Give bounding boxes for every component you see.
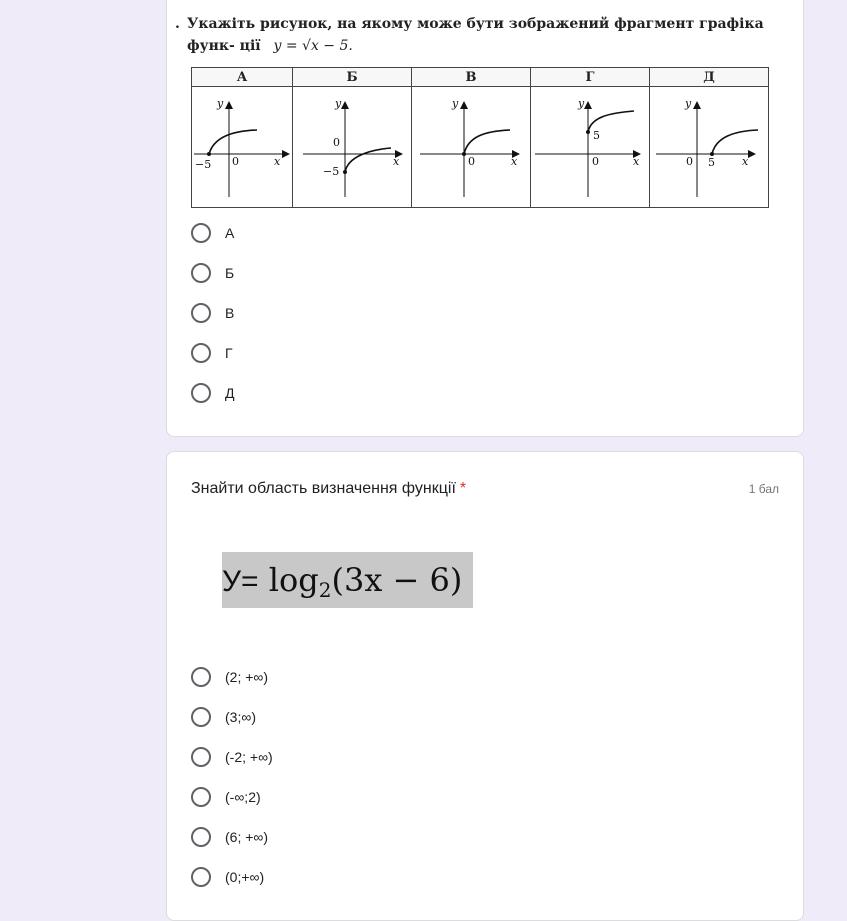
graph-b: [293, 87, 411, 207]
svg-text:y: y: [335, 97, 342, 110]
graph-v: [412, 87, 530, 207]
svg-text:−5: −5: [195, 158, 212, 171]
svg-text:x: x: [742, 155, 749, 168]
graph-g: [531, 87, 649, 207]
svg-text:y: y: [452, 97, 459, 110]
option-label: (-2; +∞): [225, 749, 273, 765]
option-label: (3;∞): [225, 709, 256, 725]
svg-text:5: 5: [708, 156, 715, 169]
radio-button[interactable]: [191, 707, 211, 727]
required-asterisk: *: [459, 480, 467, 497]
option-d[interactable]: [191, 373, 234, 413]
option-6[interactable]: [191, 857, 273, 897]
option-3[interactable]: [191, 737, 273, 777]
table-header-g: Г: [531, 68, 650, 87]
question-card-domain: [166, 451, 804, 921]
svg-text:x: x: [393, 155, 400, 168]
graph-a-cell: [192, 87, 293, 208]
svg-text:y: y: [685, 97, 692, 110]
graph-a: [192, 87, 292, 207]
option-label: Б: [225, 265, 235, 281]
table-header-b: Б: [293, 68, 412, 87]
radio-button[interactable]: [191, 223, 211, 243]
svg-text:x: x: [633, 155, 640, 168]
table-header-a: А: [192, 68, 293, 87]
svg-text:0: 0: [686, 155, 693, 168]
svg-text:−5: −5: [323, 165, 340, 178]
svg-text:y: y: [217, 97, 224, 110]
table-header-v: В: [412, 68, 531, 87]
option-g[interactable]: [191, 333, 234, 373]
option-label: (2; +∞): [225, 669, 269, 685]
svg-text:x: x: [274, 155, 281, 168]
option-label: Г: [225, 345, 233, 361]
svg-text:0: 0: [592, 155, 599, 168]
option-a[interactable]: [191, 213, 234, 253]
option-2[interactable]: [191, 697, 273, 737]
graph-b-cell: [293, 87, 412, 208]
svg-text:0: 0: [333, 136, 340, 149]
radio-button[interactable]: [191, 383, 211, 403]
radio-button[interactable]: [191, 303, 211, 323]
graph-options-table: [191, 67, 769, 208]
radio-button[interactable]: [191, 747, 211, 767]
option-label: Д: [225, 385, 235, 401]
option-label: (-∞;2): [225, 789, 261, 805]
option-label: В: [225, 305, 235, 321]
option-5[interactable]: [191, 817, 273, 857]
option-b[interactable]: [191, 253, 234, 293]
points-label: 1 бал: [748, 482, 779, 496]
radio-button[interactable]: [191, 343, 211, 363]
question-text-graph: . Укажіть рисунок, на якому може бути зображений фрагмент графіка функ- ції y = √x − 5.: [175, 16, 764, 54]
svg-text:y: y: [578, 97, 585, 110]
option-label: (0;+∞): [225, 869, 265, 885]
radio-button[interactable]: [191, 827, 211, 847]
question-formula: y = √x − 5.: [273, 38, 353, 54]
radio-button[interactable]: [191, 667, 211, 687]
svg-text:5: 5: [593, 129, 600, 142]
radio-group-q1: [191, 213, 234, 413]
question-text: Укажіть рисунок, на якому може бути зображений фрагмент графіка функ- ції: [187, 16, 764, 54]
graph-g-cell: [531, 87, 650, 208]
radio-button[interactable]: [191, 263, 211, 283]
svg-text:0: 0: [232, 155, 239, 168]
radio-group-q2: [191, 657, 273, 897]
radio-button[interactable]: [191, 867, 211, 887]
table-header-d: Д: [650, 68, 769, 87]
option-label: А: [225, 225, 235, 241]
option-4[interactable]: [191, 777, 273, 817]
svg-text:0: 0: [468, 155, 475, 168]
option-v[interactable]: [191, 293, 234, 333]
svg-text:x: x: [511, 155, 518, 168]
option-1[interactable]: [191, 657, 273, 697]
question-card-graph: [166, 0, 804, 437]
radio-button[interactable]: [191, 787, 211, 807]
question-title: Знайти область визначення функції *: [191, 480, 467, 497]
graph-d-cell: [650, 87, 769, 208]
graph-v-cell: [412, 87, 531, 208]
formula-image: $У= \log_2(3x - 6)$: [222, 552, 473, 608]
graph-d: [650, 87, 768, 207]
option-label: (6; +∞): [225, 829, 269, 845]
